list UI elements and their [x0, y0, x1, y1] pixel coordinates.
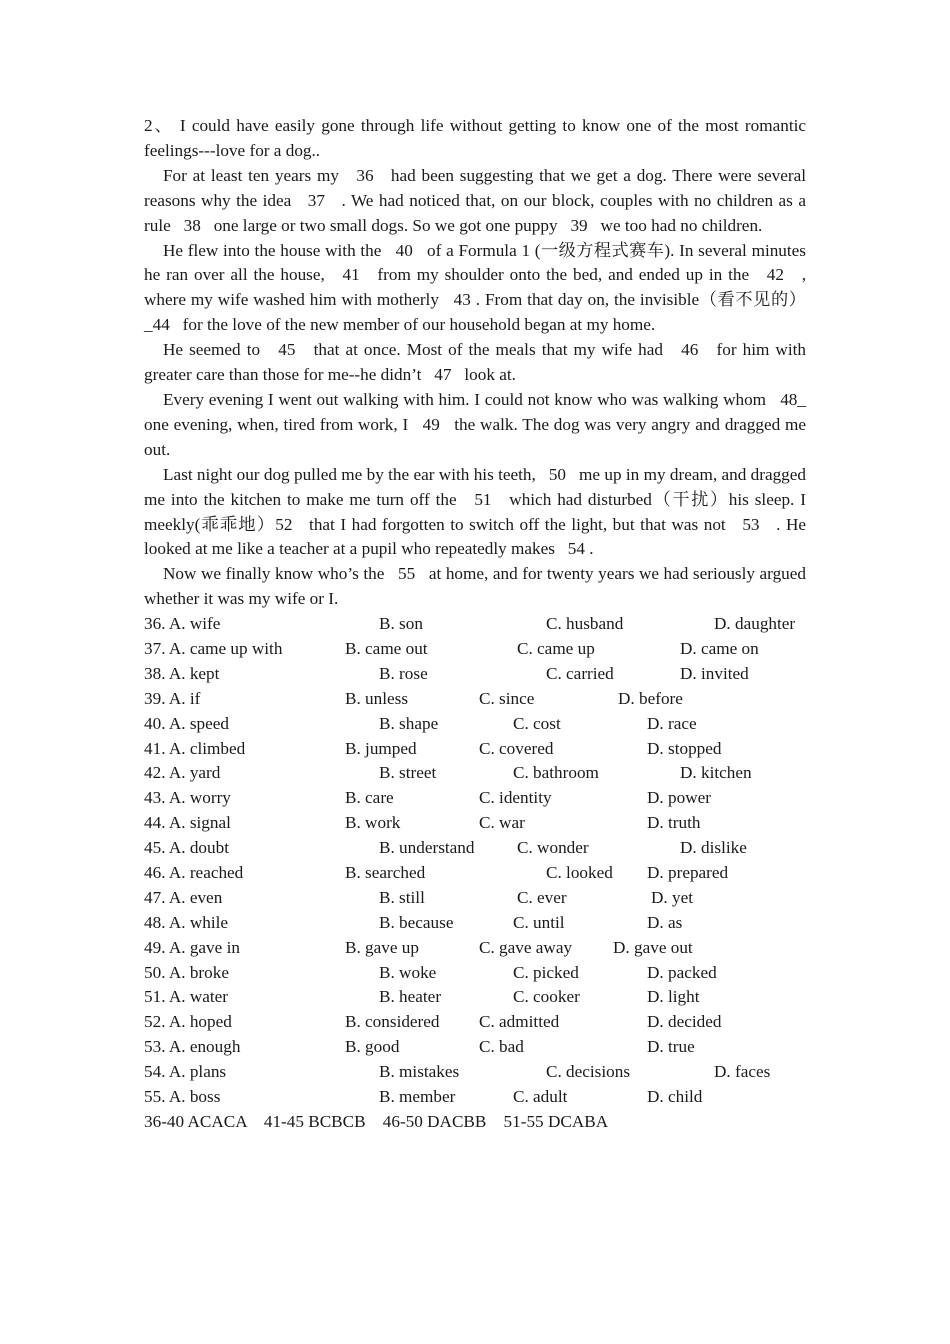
option-c: C. bathroom: [513, 763, 599, 783]
option-b: B. woke: [379, 962, 437, 982]
option-b: B. because: [379, 912, 454, 932]
option-d: D. child: [647, 1087, 703, 1107]
option-d: D. power: [647, 788, 711, 808]
question-39: [144, 687, 806, 712]
option-b: B. mistakes: [379, 1062, 460, 1082]
passage-paragraph: He flew into the house with the 40 of a Formula 1 (一级方程式赛车). In several minutes he ran over all the house, 41 from my shoulder onto the bed, and ended up in the 42 , where my wife washed him with motherly 43 . From that day on, the invisible（看不见的） _44 for the love of the new member of our household began at my home.: [144, 240, 815, 335]
question-54: [144, 1060, 806, 1085]
option-c: C. bad: [479, 1037, 524, 1057]
option-a: 48. A. while: [144, 912, 229, 932]
passage-intro: 2、 I could have easily gone through life without getting to know one of the most romantic feelings---love for a dog..: [144, 116, 811, 160]
option-a: 38. A. kept: [144, 663, 220, 683]
option-d: D. came on: [680, 639, 759, 659]
question-42: [144, 761, 806, 786]
option-a: 47. A. even: [144, 887, 223, 907]
option-b: B. son: [379, 614, 423, 634]
option-a: 36. A. wife: [144, 614, 221, 634]
option-d: D. truth: [647, 813, 701, 833]
option-c: C. decisions: [546, 1062, 631, 1082]
option-d: D. faces: [714, 1062, 771, 1082]
question-41: [144, 737, 806, 762]
passage: [144, 114, 819, 612]
answer-key: 36-40 ACACA 41-45 BCBCB 46-50 DACBB 51-55 DCABA: [144, 1111, 609, 1131]
option-c: C. cooker: [513, 987, 580, 1007]
option-c: C. war: [479, 813, 525, 833]
option-b: B. still: [379, 887, 425, 907]
option-b: B. care: [345, 788, 394, 808]
option-a: 42. A. yard: [144, 763, 221, 783]
option-c: C. gave away: [479, 937, 573, 957]
question-52: [144, 1010, 806, 1035]
option-c: C. covered: [479, 738, 554, 758]
option-a: 54. A. plans: [144, 1062, 227, 1082]
option-a: 41. A. climbed: [144, 738, 246, 758]
question-44: [144, 811, 806, 836]
question-49: [144, 936, 806, 961]
option-d: D. invited: [680, 663, 749, 683]
question-55: [144, 1085, 806, 1110]
option-c: C. carried: [546, 663, 614, 683]
option-d: D. decided: [647, 1012, 722, 1032]
option-b: B. understand: [379, 838, 475, 858]
question-36: [144, 612, 806, 637]
option-c: C. picked: [513, 962, 579, 982]
question-48: [144, 911, 806, 936]
option-c: C. identity: [479, 788, 552, 808]
option-a: 43. A. worry: [144, 788, 231, 808]
option-b: B. member: [379, 1087, 456, 1107]
option-c: C. cost: [513, 713, 561, 733]
option-a: 53. A. enough: [144, 1037, 241, 1057]
option-b: B. work: [345, 813, 401, 833]
option-b: B. came out: [345, 639, 428, 659]
question-50: [144, 961, 806, 986]
option-d: D. before: [618, 688, 683, 708]
option-d: D. dislike: [680, 838, 747, 858]
option-a: 37. A. came up with: [144, 639, 283, 659]
document-page: [144, 114, 819, 1135]
option-c: C. since: [479, 688, 535, 708]
option-d: D. yet: [651, 887, 694, 907]
option-d: D. prepared: [647, 863, 729, 883]
option-d: D. kitchen: [680, 763, 752, 783]
option-b: B. jumped: [345, 738, 417, 758]
option-a: 44. A. signal: [144, 813, 231, 833]
option-d: D. light: [647, 987, 700, 1007]
option-b: B. unless: [345, 688, 409, 708]
question-40: [144, 712, 806, 737]
option-c: C. ever: [517, 887, 567, 907]
passage-paragraph: For at least ten years my 36 had been suggesting that we get a dog. There were several reasons why the idea 37 . We had noticed that, on our block, couples with no children as a rule 38 one large or two small dogs. So we got one puppy 39 we too had no children.: [144, 165, 811, 235]
option-d: D. true: [647, 1037, 695, 1057]
passage-paragraph: Every evening I went out walking with him. I could not know who was walking whom 48_ one evening, when, tired from work, I 49 the walk. The dog was very angry and dragged me out.: [144, 389, 819, 459]
option-a: 55. A. boss: [144, 1087, 221, 1107]
question-45: [144, 836, 806, 861]
question-list: [144, 612, 806, 1110]
option-a: 52. A. hoped: [144, 1012, 232, 1032]
option-a: 45. A. doubt: [144, 838, 229, 858]
option-a: 51. A. water: [144, 987, 229, 1007]
option-b: B. considered: [345, 1012, 440, 1032]
question-38: [144, 662, 806, 687]
question-53: [144, 1035, 806, 1060]
option-a: 46. A. reached: [144, 863, 244, 883]
option-a: 50. A. broke: [144, 962, 229, 982]
option-a: 40. A. speed: [144, 713, 229, 733]
option-d: D. as: [647, 912, 683, 932]
option-c: C. admitted: [479, 1012, 560, 1032]
option-c: C. wonder: [517, 838, 589, 858]
question-43: [144, 786, 806, 811]
option-a: 49. A. gave in: [144, 937, 240, 957]
option-d: D. stopped: [647, 738, 722, 758]
option-b: B. searched: [345, 863, 426, 883]
option-b: B. good: [345, 1037, 400, 1057]
option-c: C. adult: [513, 1087, 568, 1107]
option-b: B. shape: [379, 713, 439, 733]
option-a: 39. A. if: [144, 688, 201, 708]
option-b: B. street: [379, 763, 437, 783]
option-d: D. packed: [647, 962, 717, 982]
question-46: [144, 861, 806, 886]
option-c: C. looked: [546, 863, 613, 883]
option-d: D. daughter: [714, 614, 796, 634]
option-b: B. gave up: [345, 937, 419, 957]
option-d: D. race: [647, 713, 697, 733]
option-b: B. rose: [379, 663, 428, 683]
passage-paragraph: He seemed to 45 that at once. Most of the meals that my wife had 46 for him with greater care than those for me--he didn’t 47 look at.: [144, 340, 811, 385]
option-b: B. heater: [379, 987, 442, 1007]
question-47: [144, 886, 806, 911]
option-c: C. until: [513, 912, 565, 932]
passage-paragraph: Last night our dog pulled me by the ear with his teeth, 50 me up in my dream, and dragged me into the kitchen to make me turn off the 51 which had disturbed（干扰）his sleep. I meekly(乖乖地）52 that I had forgotten to switch off the light, but that was not 53 . He looked at me like a teacher at a pupil who repeatedly makes 54 .: [144, 464, 811, 559]
option-c: C. husband: [546, 614, 624, 634]
option-d: D. gave out: [613, 937, 693, 957]
question-37: [144, 637, 806, 662]
option-c: C. came up: [517, 639, 595, 659]
question-51: [144, 985, 806, 1010]
passage-paragraph: Now we finally know who’s the 55 at home, and for twenty years we had seriously argued whether it was my wife or I.: [144, 564, 811, 609]
